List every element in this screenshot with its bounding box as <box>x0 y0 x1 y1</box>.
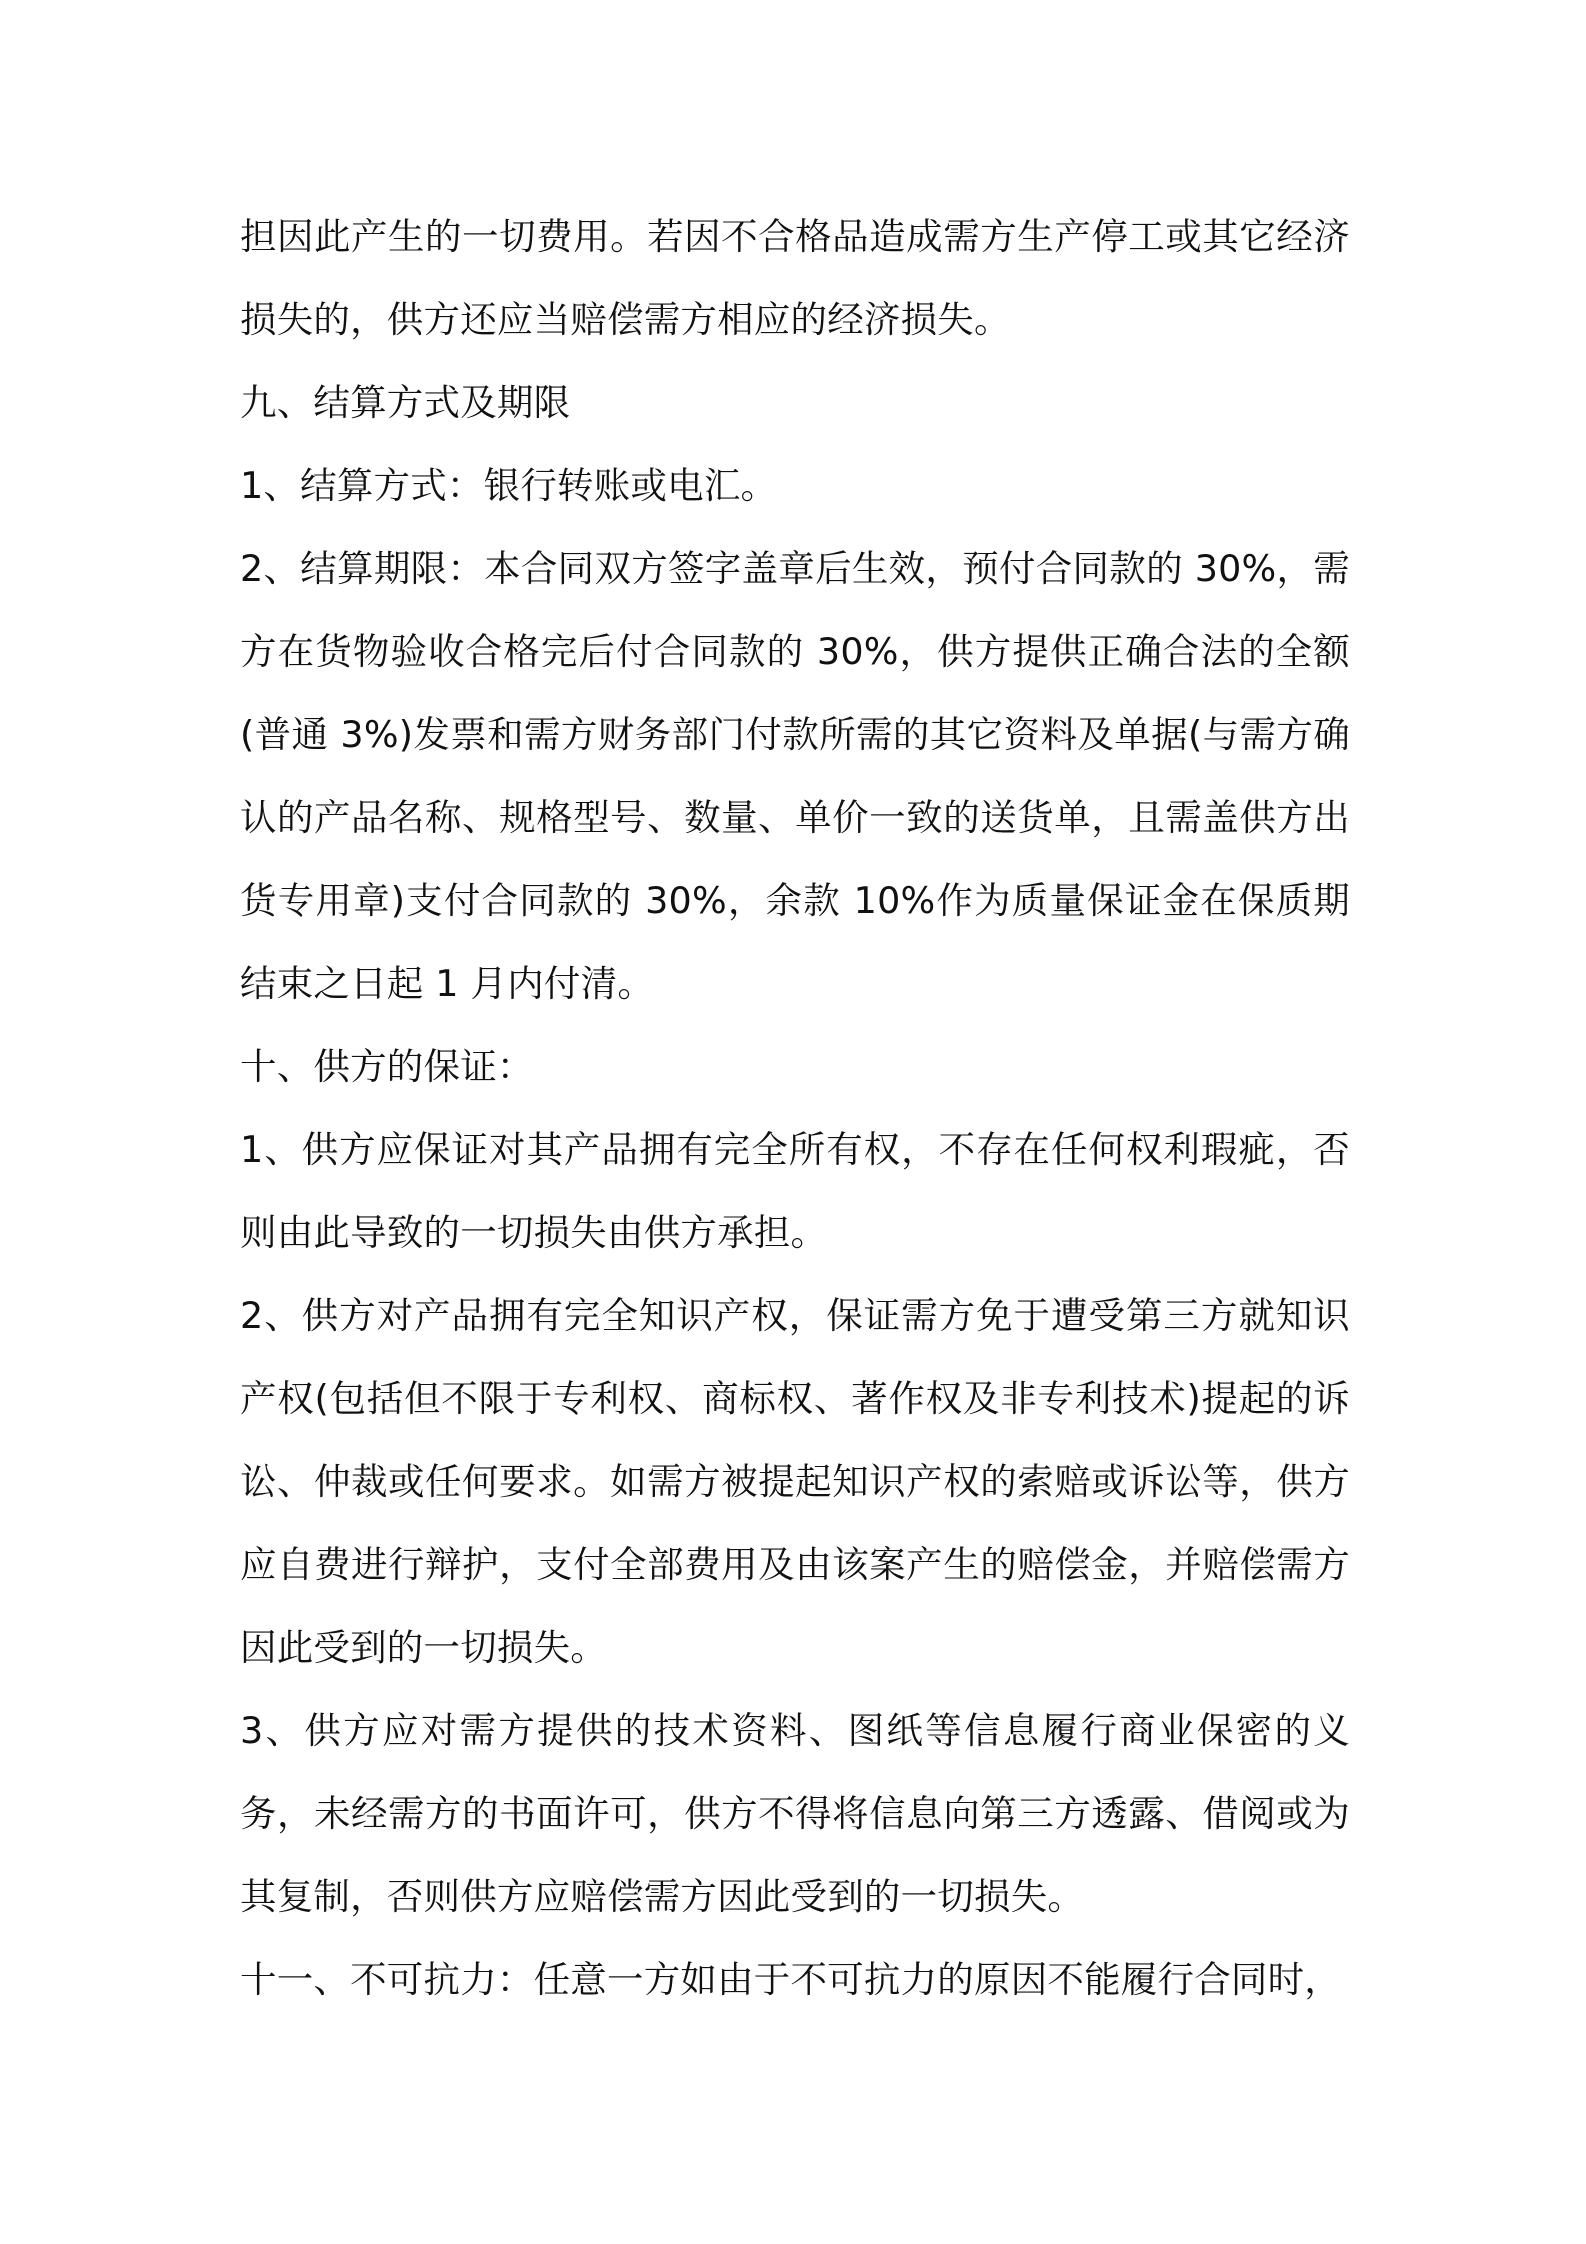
clause-force-majeure: 十一、不可抗力：任意一方如由于不可抗力的原因不能履行合同时， <box>240 1958 1341 2001</box>
clause-ownership-guarantee: 1、供方应保证对其产品拥有完全所有权，不存在任何权利瑕疵，否则由此导致的一切损失由供方承担。 <box>240 1128 1350 1254</box>
clause-ip-guarantee: 2、供方对产品拥有完全知识产权，保证需方免于遭受第三方就知识产权(包括但不限于专利权、商标权、著作权及非专利技术)提起的诉讼、仲裁或任何要求。如需方被提起知识产权的索赔或诉讼等，供方应自费进行辩护，支付全部费用及由该案产生的赔偿金，并赔偿需方因此受到的一切损失。 <box>240 1294 1350 1669</box>
clause-settlement-method: 1、结算方式：银行转账或电汇。 <box>240 464 778 507</box>
section-heading-settlement: 九、结算方式及期限 <box>240 381 571 424</box>
section-heading-supplier-guarantee: 十、供方的保证： <box>240 1045 534 1088</box>
clause-settlement-period: 2、结算期限：本合同双方签字盖章后生效，预付合同款的 30%，需方在货物验收合格完后付合同款的 30%，供方提供正确合法的全额(普通 3%)发票和需方财务部门付款所需的其它资料及单据(与需方确认的产品名称、规格型号、数量、单价一致的送货单，且需盖供方出货专用章)支付合同款的 30%，余款 10%作为质量保证金在保质期结束之日起 1 月内付清。 <box>240 547 1350 1005</box>
paragraph-liability-continuation: 担因此产生的一切费用。若因不合格品造成需方生产停工或其它经济损失的，供方还应当赔偿需方相应的经济损失。 <box>240 215 1350 341</box>
clause-confidentiality: 3、供方应对需方提供的技术资料、图纸等信息履行商业保密的义务，未经需方的书面许可，供方不得将信息向第三方透露、借阅或为其复制，否则供方应赔偿需方因此受到的一切损失。 <box>240 1709 1350 1918</box>
document-body <box>240 195 1350 2021</box>
